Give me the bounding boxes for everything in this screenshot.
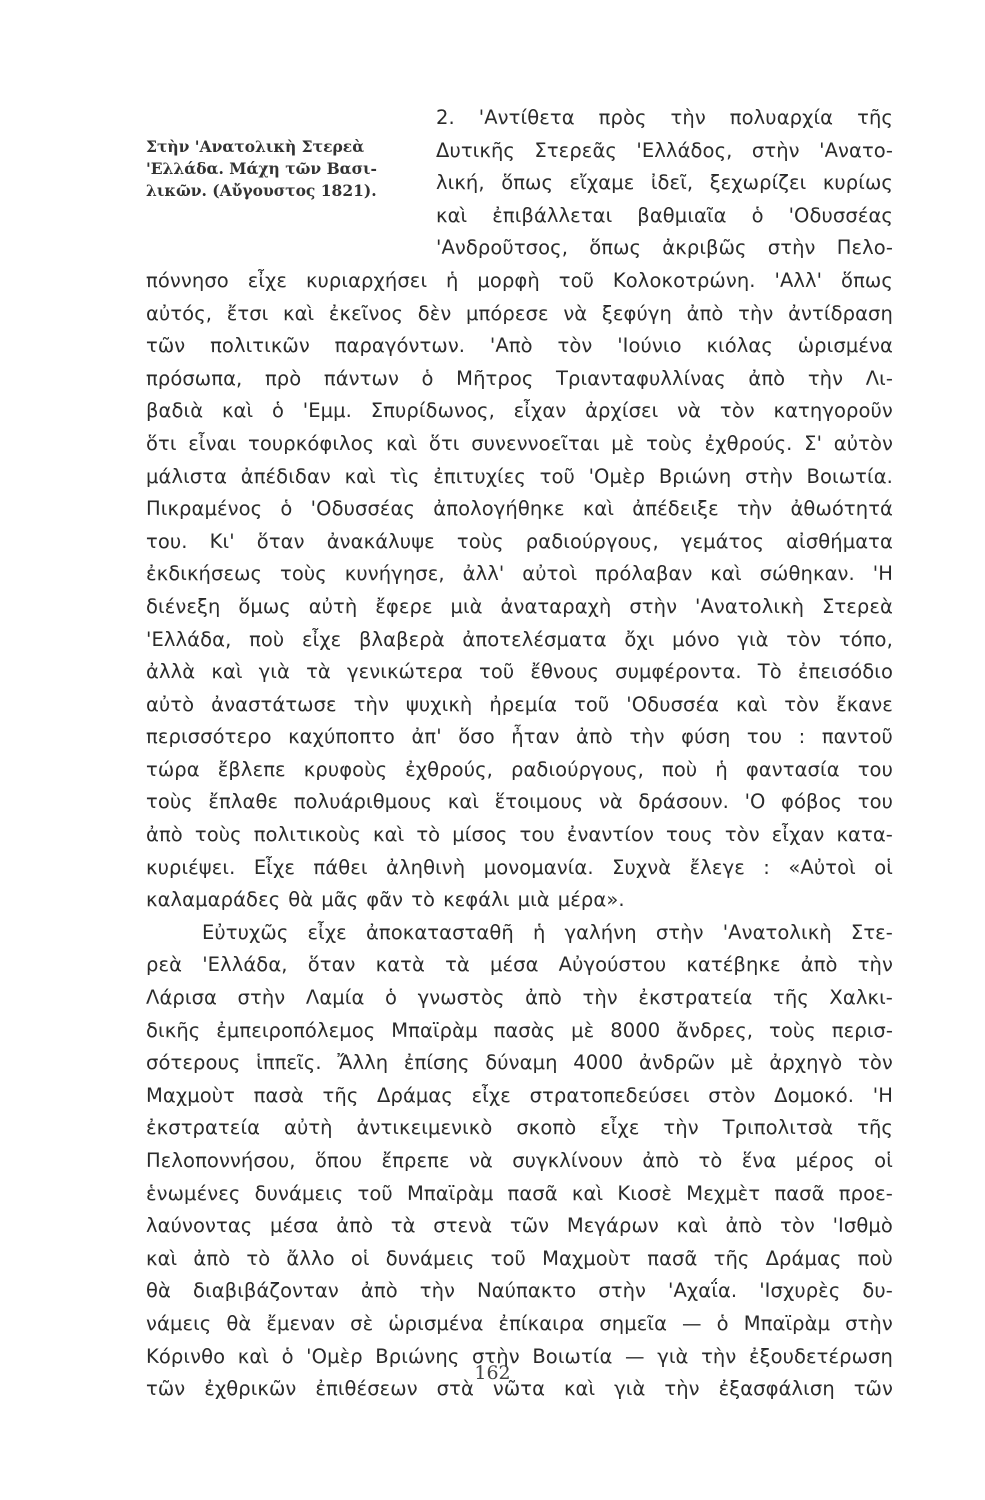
text-line: 2. 'Αντίθετα πρὸς τὴν πολυαρχία τῆς xyxy=(436,106,893,129)
marginal-note-line: Στὴν 'Ανατολικὴ Στερεὰ xyxy=(146,137,365,156)
marginal-note-line: λικῶν. (Αὔγουστος 1821). xyxy=(146,181,377,200)
text-line: ρεὰ 'Ελλάδα, ὅταν κατὰ τὰ μέσα Αὐγούστου κατέβηκε ἀπὸ τὴν xyxy=(146,953,893,977)
text-line: αὐτὸ ἀναστάτωσε τὴν ψυχικὴ ἠρεμία τοῦ 'Οδυσσέα καὶ τὸν ἔκανε xyxy=(146,692,893,716)
text-line: πόννησο εἶχε κυριαρχήσει ἡ μορφὴ τοῦ Κολοκοτρώνη. 'Αλλ' ὅπως xyxy=(146,268,893,292)
text-line: ἐκδικήσεως τοὺς κυνήγησε, ἀλλ' αὐτοὶ πρόλαβαν καὶ σώθηκαν. 'Η xyxy=(146,562,893,586)
text-line: τώρα ἔβλεπε κρυφοὺς ἐχθρούς, ραδιούργους, ποὺ ἡ φαντασία του xyxy=(146,757,893,781)
marginal-note-line: 'Ελλάδα. Μάχη τῶν Βασι- xyxy=(146,159,377,178)
text-line: Λάρισα στὴν Λαμία ὁ γνωστὸς ἀπὸ τὴν ἐκστρατεία τῆς Χαλκι- xyxy=(146,986,893,1010)
text-line: νάμεις θὰ ἔμεναν σὲ ὡρισμένα ἐπίκαιρα σημεῖα — ὁ Μπαϊρὰμ στὴν xyxy=(146,1311,893,1335)
text-line: καὶ ἐπιβάλλεται βαθμιαῖα ὁ 'Οδυσσέας xyxy=(436,203,893,227)
text-line: πρόσωπα, πρὸ πάντων ὁ Μῆτρος Τριανταφυλλίνας ἀπὸ τὴν Λι- xyxy=(146,366,893,390)
text-line: ἐκστρατεία αὐτὴ ἀντικειμενικὸ σκοπὸ εἶχε τὴν Τριπολιτσὰ τῆς xyxy=(146,1116,893,1140)
text-line: αὐτός, ἔτσι καὶ ἐκεῖνος δὲν μπόρεσε νὰ ξεφύγη ἀπὸ τὴν ἀντίδραση xyxy=(146,301,893,325)
text-line: ἀλλὰ καὶ γιὰ τὰ γενικώτερα τοῦ ἔθνους συμφέροντα. Τὸ ἐπεισόδιο xyxy=(146,660,893,684)
text-line: ὅτι εἶναι τουρκόφιλος καὶ ὅτι συνεννοεῖται μὲ τοὺς ἐχθρούς. Σ' αὐτὸν xyxy=(146,431,893,455)
text-line: Πελοποννήσου, ὅπου ἔπρεπε νὰ συγκλίνουν ἀπὸ τὸ ἕνα μέρος οἱ xyxy=(146,1149,893,1172)
text-line: Πικραμένος ὁ 'Οδυσσέας ἀπολογήθηκε καὶ ἀπέδειξε τὴν ἀθωότητά xyxy=(146,497,893,521)
text-line: περισσότερο καχύποπτο ἀπ' ὅσο ἦταν ἀπὸ τὴν φύση του : παντοῦ xyxy=(146,725,893,749)
text-line: λαύνοντας μέσα ἀπὸ τὰ στενὰ τῶν Μεγάρων καὶ ἀπὸ τὸν 'Ισθμὸ xyxy=(146,1214,893,1238)
text-line: λική, ὅπως εἴχαμε ἰδεῖ, ξεχωρίζει κυρίως xyxy=(436,171,893,195)
text-line: τῶν ἐχθρικῶν ἐπιθέσεων στὰ νῶτα καὶ γιὰ τὴν ἐξασφάλιση τῶν xyxy=(146,1377,893,1401)
page-number: 162 xyxy=(474,1362,511,1384)
text-line: 'Ελλάδα, ποὺ εἶχε βλαβερὰ ἀποτελέσματα ὄχι μόνο γιὰ τὸν τόπο, xyxy=(146,627,893,651)
text-line: Εὐτυχῶς εἶχε ἀποκατασταθῆ ἡ γαλήνη στὴν 'Ανατολικὴ Στε- xyxy=(202,920,893,944)
text-line: βαδιὰ καὶ ὁ 'Εμμ. Σπυρίδωνος, εἶχαν ἀρχίσει νὰ τὸν κατηγοροῦν xyxy=(146,399,893,423)
text-line: 'Ανδροῦτσος, ὅπως ἀκριβῶς στὴν Πελο- xyxy=(436,236,893,260)
text-line: Μαχμοὺτ πασὰ τῆς Δράμας εἶχε στρατοπεδεύσει στὸν Δομοκό. 'Η xyxy=(146,1083,893,1107)
text-line: τοὺς ἔπλαθε πολυάριθμους καὶ ἕτοιμους νὰ δράσουν. 'Ο φόβος του xyxy=(146,790,893,814)
text-line: τῶν πολιτικῶν παραγόντων. 'Απὸ τὸν 'Ιούνιο κιόλας ὡρισμένα xyxy=(146,334,893,358)
text-line: σότερους ἱππεῖς. Ἄλλη ἐπίσης δύναμη 4000 ἀνδρῶν μὲ ἀρχηγὸ τὸν xyxy=(146,1051,893,1075)
text-line: μάλιστα ἀπέδιδαν καὶ τὶς ἐπιτυχίες τοῦ 'Ομὲρ Βριώνη στὴν Βοιωτία. xyxy=(146,464,893,488)
text-line: διένεξη ὅμως αὐτὴ ἔφερε μιὰ ἀναταραχὴ στὴν 'Ανατολικὴ Στερεὰ xyxy=(146,594,893,618)
text-line: ἑνωμένες δυνάμεις τοῦ Μπαϊρὰμ πασᾶ καὶ Κιοσὲ Μεχμὲτ πασᾶ προε- xyxy=(146,1181,893,1205)
text-line: καὶ ἀπὸ τὸ ἄλλο οἱ δυνάμεις τοῦ Μαχμοὺτ πασᾶ τῆς Δράμας ποὺ xyxy=(146,1246,893,1270)
text-line: του. Κι' ὅταν ἀνακάλυψε τοὺς ραδιούργους, γεμάτος αἰσθήματα xyxy=(146,529,893,553)
text-line: Κόρινθο καὶ ὁ 'Ομὲρ Βριώνης στὴν Βοιωτία — γιὰ τὴν ἐξουδετέρωση xyxy=(146,1344,893,1368)
text-line: δικῆς ἐμπειροπόλεμος Μπαϊρὰμ πασὰς μὲ 8000 ἄνδρες, τοὺς περισ- xyxy=(146,1018,893,1042)
text-line: θὰ διαβιβάζονταν ἀπὸ τὴν Ναύπακτο στὴν 'Αχαΐα. 'Ισχυρὲς δυ- xyxy=(146,1279,893,1303)
text-line: Δυτικῆς Στερεᾶς 'Ελλάδος, στὴν 'Ανατο- xyxy=(436,138,893,162)
body-text xyxy=(146,102,893,1406)
text-line: κυριέψει. Εἶχε πάθει ἀληθινὴ μονομανία. Συχνὰ ἔλεγε : «Αὐτοὶ οἱ xyxy=(146,855,893,879)
text-line: ἀπὸ τοὺς πολιτικοὺς καὶ τὸ μίσος του ἐναντίον τους τὸν εἶχαν κατα- xyxy=(146,823,893,847)
text-line: καλαμαράδες θὰ μᾶς φᾶν τὸ κεφάλι μιὰ μέρα». xyxy=(146,888,625,912)
